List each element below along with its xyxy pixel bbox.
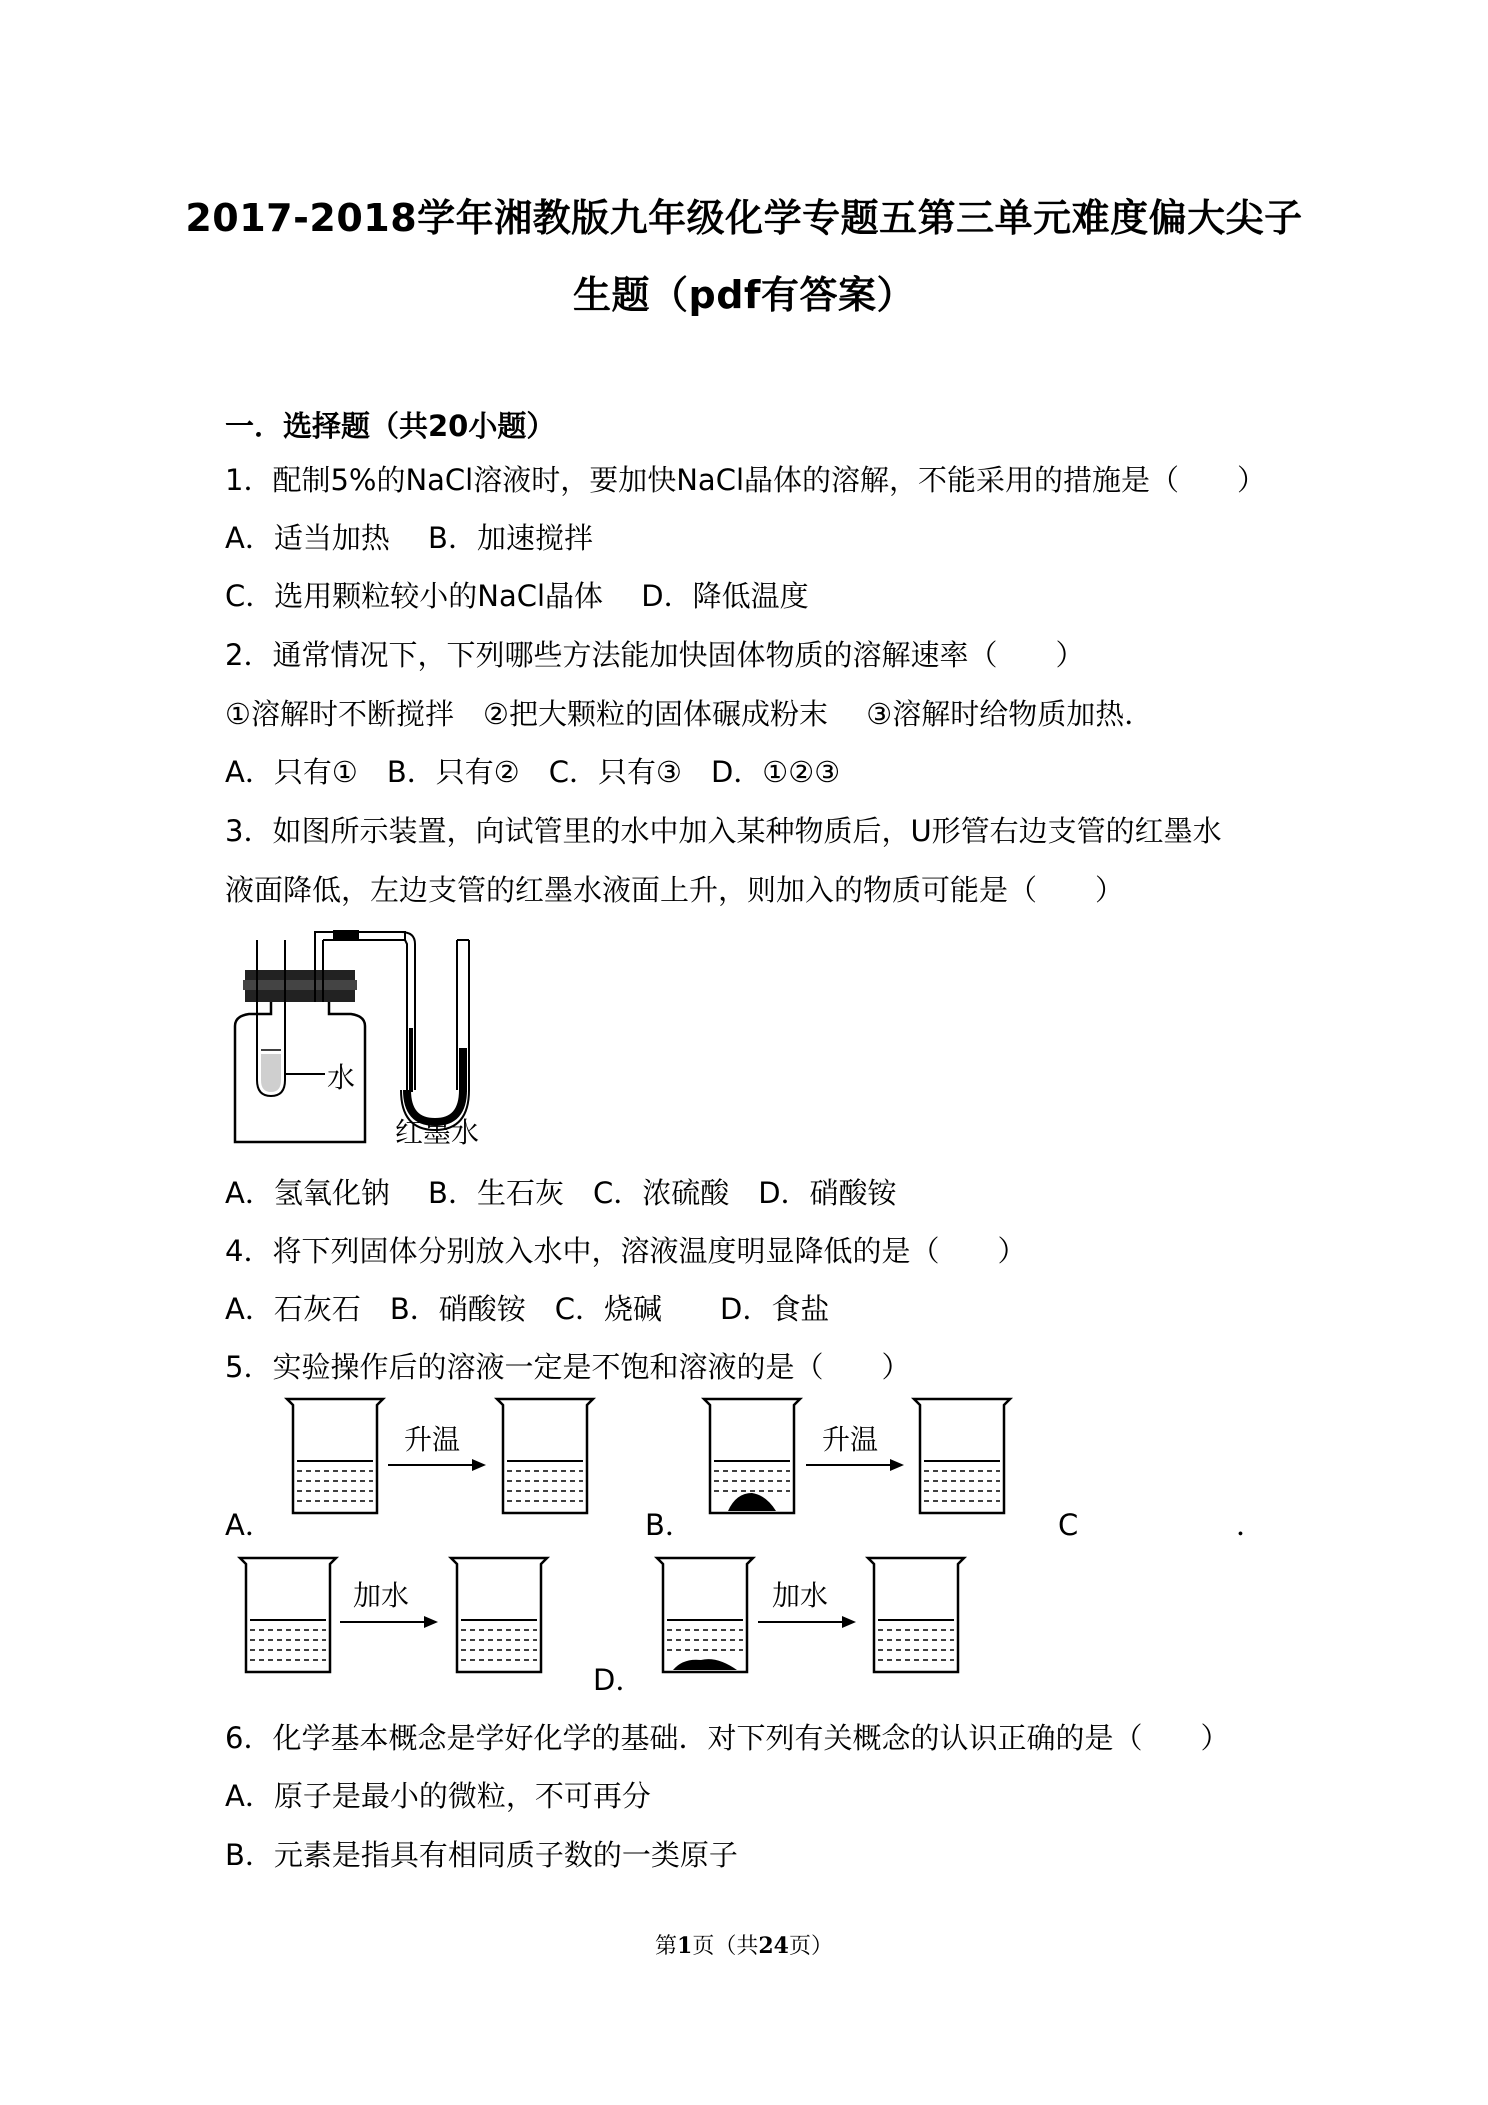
- footer-suffix: 页）: [788, 1934, 833, 1959]
- question-6-stem: 6．化学基本概念是学好化学的基础．对下列有关概念的认识正确的是（ ）: [225, 1721, 1230, 1755]
- arrow-c-label: 加水: [353, 1579, 410, 1612]
- option-b-label: B．: [645, 1508, 694, 1542]
- footer-page-number: 1: [677, 1933, 693, 1959]
- footer-middle: 页（共: [692, 1934, 759, 1959]
- arrow-d-label: 加水: [772, 1579, 829, 1612]
- figure-label-water: 水: [327, 1061, 356, 1094]
- question-4-stem: 4．将下列固体分别放入水中，溶液温度明显降低的是（ ）: [225, 1234, 1027, 1268]
- beaker-a-before: [285, 1397, 385, 1515]
- beaker-c-before: [238, 1556, 338, 1674]
- document-title-line-2: 生题（pdf有答案）: [573, 273, 915, 317]
- beaker-b-after: [912, 1397, 1012, 1515]
- beaker-a-after: [495, 1397, 595, 1515]
- option-a-label: A．: [225, 1508, 274, 1542]
- section-heading: 一．选择题（共20小题）: [225, 409, 556, 443]
- option-c-label: C: [1058, 1508, 1079, 1542]
- document-title-line-1: 2017-2018学年湘教版九年级化学专题五第三单元难度偏大尖子: [185, 196, 1303, 240]
- beaker-d-before: [655, 1556, 755, 1674]
- question-1-options-c-d: C．选用颗粒较小的NaCl晶体 D．降低温度: [225, 579, 809, 613]
- beaker-b-before: [702, 1397, 802, 1515]
- figure-label-red-ink: 红墨水: [395, 1116, 480, 1149]
- question-5-stem: 5．实验操作后的溶液一定是不饱和溶液的是（ ）: [225, 1350, 911, 1384]
- question-1-options-a-b: A．适当加热 B．加速搅拌: [225, 521, 593, 555]
- question-6-option-a: A．原子是最小的微粒，不可再分: [225, 1779, 651, 1813]
- question-2-options: A．只有① B．只有② C．只有③ D．①②③: [225, 755, 841, 789]
- question-6-option-b: B．元素是指具有相同质子数的一类原子: [225, 1838, 738, 1872]
- question-3-options: A．氢氧化钠 B．生石灰 C．浓硫酸 D．硝酸铵: [225, 1176, 897, 1210]
- question-2-statements: ①溶解时不断搅拌 ②把大颗粒的固体碾成粉末 ③溶解时给物质加热．: [225, 697, 1154, 731]
- arrow-b-label: 升温: [822, 1423, 879, 1456]
- beaker-d-after: [866, 1556, 966, 1674]
- question-2-stem: 2．通常情况下，下列哪些方法能加快固体物质的溶解速率（ ）: [225, 638, 1085, 672]
- question-3-stem-line-1: 3．如图所示装置，向试管里的水中加入某种物质后，U形管右边支管的红墨水: [225, 814, 1222, 848]
- question-1-stem: 1．配制5%的NaCl溶液时，要加快NaCl晶体的溶解，不能采用的措施是（ ）: [225, 463, 1266, 497]
- footer-prefix: 第: [655, 1934, 678, 1959]
- question-3-stem-line-2: 液面降低，左边支管的红墨水液面上升，则加入的物质可能是（ ）: [225, 873, 1125, 907]
- arrow-a-label: 升温: [404, 1423, 461, 1456]
- beaker-c-after: [449, 1556, 549, 1674]
- option-c-trailing-dot: ．: [1236, 1508, 1266, 1542]
- question-4-options: A．石灰石 B．硝酸铵 C．烧碱 D．食盐: [225, 1292, 830, 1326]
- page-footer: [0, 1929, 1488, 1960]
- option-d-label: D．: [593, 1663, 645, 1697]
- footer-total-pages: 24: [758, 1933, 789, 1959]
